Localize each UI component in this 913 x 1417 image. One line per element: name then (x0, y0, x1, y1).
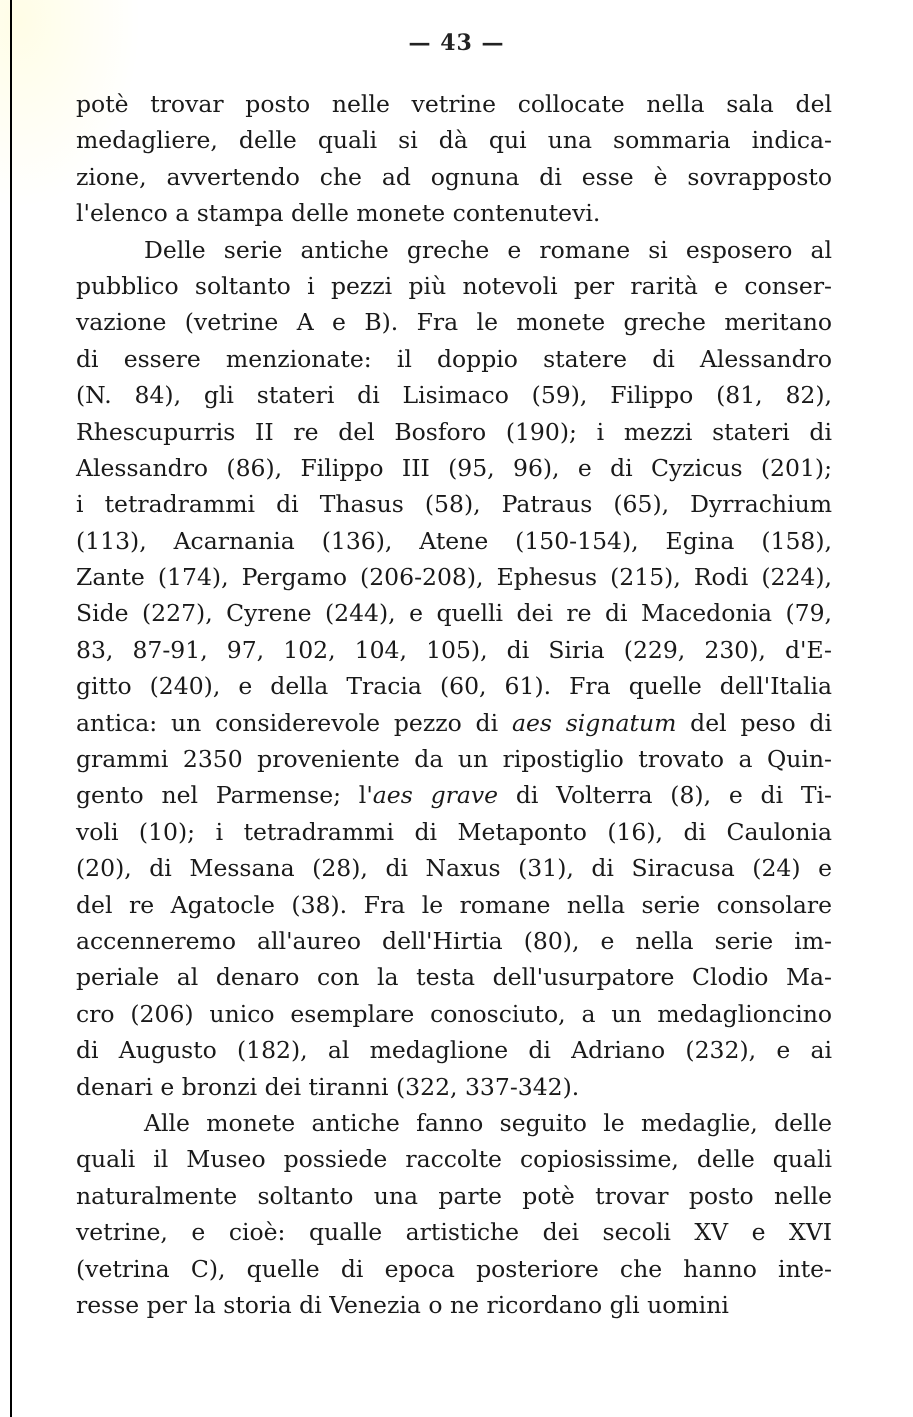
text-line: 83, 87-91, 97, 102, 104, 105), di Siria (229, 230), d'E- (76, 635, 832, 664)
text-line (76, 777, 832, 813)
text-line: Zante (174), Pergamo (206-208), Ephesus (215), Rodi (224), (76, 563, 832, 592)
text-segment: gento nel Parmense; l' (76, 781, 373, 810)
text-segment: del peso di (676, 708, 832, 737)
page-number: — 43 — (408, 30, 505, 56)
text-line: di Augusto (182), al medaglione di Adriano (232), e ai (76, 1036, 832, 1065)
text-line: Alle monete antiche fanno seguito le medaglie, delle (144, 1108, 832, 1137)
italic-term: aes grave (372, 781, 499, 810)
paragraph (76, 1105, 832, 1323)
text-line: zione, avvertendo che ad ognuna di esse è sovrapposto (76, 162, 832, 191)
text-line: i tetradrammi di Thasus (58), Patraus (65), Dyrrachium (76, 490, 832, 519)
paragraph (76, 232, 832, 1105)
text-line: l'elenco a stampa delle monete contenutevi. (76, 199, 601, 228)
text-line: Side (227), Cyrene (244), e quelli dei re di Macedonia (79, (76, 599, 832, 628)
text-line: Delle serie antiche greche e romane si esposero al (144, 235, 832, 264)
text-line: vetrine, e cioè: qualle artistiche dei secoli XV e XVI (76, 1218, 832, 1247)
text-line: (N. 84), gli stateri di Lisimaco (59), Filippo (81, 82), (76, 381, 832, 410)
text-line: (20), di Messana (28), di Naxus (31), di Siracusa (24) e (76, 854, 832, 883)
text-line: naturalmente soltanto una parte potè trovar posto nelle (76, 1181, 832, 1210)
text-line: (113), Acarnania (136), Atene (150-154), Egina (158), (76, 526, 832, 555)
text-line (76, 705, 832, 741)
text-line: gitto (240), e della Tracia (60, 61). Fra quelle dell'Italia (76, 672, 832, 701)
text-line: denari e bronzi dei tiranni (322, 337-342). (76, 1072, 580, 1101)
text-line: grammi 2350 proveniente da un ripostiglio trovato a Quin- (76, 745, 832, 774)
text-line: cro (206) unico esemplare conosciuto, a un medaglioncino (76, 999, 832, 1028)
text-line: di essere menzionate: il doppio statere di Alessandro (76, 344, 832, 373)
text-line: resse per la storia di Venezia o ne ricordano gli uomini (76, 1290, 729, 1319)
text-line: Rhescupurris II re del Bosforo (190); i mezzi stateri di (76, 417, 832, 446)
text-line: medagliere, delle quali si dà qui una sommaria indica- (76, 126, 832, 155)
text-line: periale al denaro con la testa dell'usurpatore Clodio Ma- (76, 963, 832, 992)
italic-term: aes signatum (511, 708, 677, 737)
text-line: accenneremo all'aureo dell'Hirtia (80), e nella serie im- (76, 926, 832, 955)
paragraph (76, 86, 832, 232)
text-line: vazione (vetrine A e B). Fra le monete greche meritano (76, 308, 832, 337)
body-text (76, 86, 832, 1323)
text-segment: di Volterra (8), e di Ti- (498, 781, 832, 810)
text-line: Alessandro (86), Filippo III (95, 96), e di Cyzicus (201); (76, 453, 832, 482)
text-line: quali il Museo possiede raccolte copiosissime, delle quali (76, 1145, 832, 1174)
text-line: voli (10); i tetradrammi di Metaponto (16), di Caulonia (76, 817, 832, 846)
text-line: potè trovar posto nelle vetrine collocate nella sala del (76, 90, 832, 118)
text-segment: antica: un considerevole pezzo di (76, 708, 512, 737)
text-line: (vetrina C), quelle di epoca posteriore che hanno inte- (76, 1254, 832, 1283)
text-line: del re Agatocle (38). Fra le romane nella serie consolare (76, 890, 832, 919)
text-line: pubblico soltanto i pezzi più notevoli per rarità e conser- (76, 271, 832, 300)
page-border-rule (10, 0, 12, 1417)
